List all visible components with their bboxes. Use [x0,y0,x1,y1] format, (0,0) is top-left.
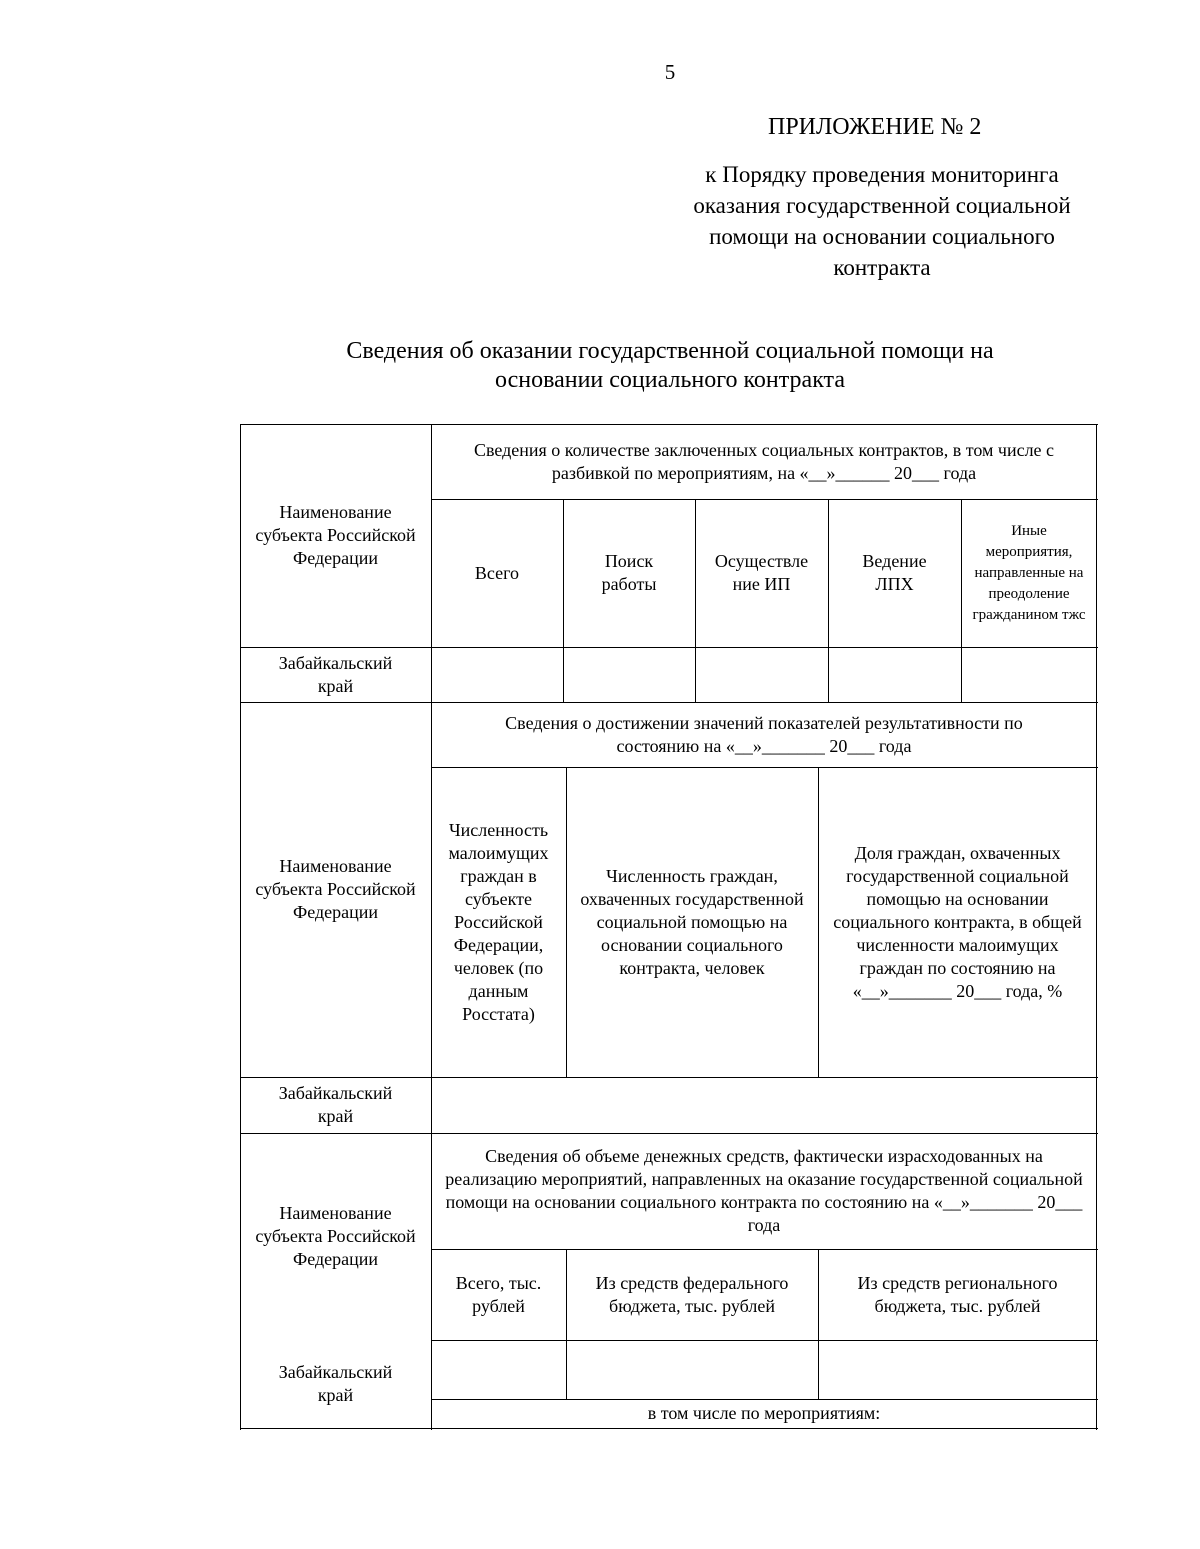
subject-name-label: Наименование субъекта Российской Федерации [255,502,416,568]
col-funds-federal: Из средств федерального бюджета, тыс. рублей [595,1272,789,1316]
appendix-subtitle: к Порядку проведения мониторинга оказания государственной социальной помощи на основании социального контракта [693,162,1071,280]
cell-funds-federal-value[interactable] [566,1340,818,1399]
region-row-1-label: Забайкальский край [278,652,393,696]
col-job-search: Поиск работы [601,551,657,594]
cell-lph-value[interactable] [828,647,961,702]
region-row-2-label: Забайкальский край [278,1083,393,1126]
monitoring-table [240,424,1098,1430]
section2-header: Сведения о достижении значений показателей результативности по состоянию на «__»_______ 20___ года [505,712,1023,756]
cell-covered-citizens-value[interactable] [566,1077,818,1133]
cell-total-value[interactable] [431,647,563,702]
cell-covered-share-value[interactable] [818,1077,1097,1133]
col-ip: Осуществле ние ИП [714,551,809,594]
appendix-title: ПРИЛОЖЕНИЕ № 2 [768,114,982,140]
col-other-measures: Иные мероприятия, направленные на преодоление гражданином тжс [972,522,1086,623]
section3-header: Сведения об объеме денежных средств, фактически израсходованных на реализацию мероприятий, направленных на оказание государственной социальной помощи на основании социального контракта по состоянию на «__»_______ 20___ года [445,1146,1083,1235]
subject-name-header-2: Наименование субъекта Российской Федерации [255,856,416,922]
document-title: Сведения об оказании государственной социальной помощи на основании социального контракта [346,338,994,393]
col-funds-total: Всего, тыс. рублей [455,1272,542,1316]
cell-poor-citizens-value[interactable] [431,1077,566,1133]
col-covered-share: Доля граждан, охваченных государственной социальной помощью на основании социального контракта, в общей численности малоимущих граждан по состоянию на «__»_______ 20___ года, % [833,842,1082,1001]
col-funds-regional: Из средств регионального бюджета, тыс. рублей [857,1272,1058,1316]
cell-other-value[interactable] [961,647,1097,702]
col-lph: Ведение ЛПХ [862,551,927,594]
measures-breakdown-note: в том числе по мероприятиям: [647,1403,881,1423]
col-total: Всего [474,562,520,583]
subject-name-header-3: Наименование субъекта Российской Федерации [255,1203,416,1269]
cell-funds-total-value[interactable] [431,1340,566,1399]
cell-funds-regional-value[interactable] [818,1340,1097,1399]
subject-name-header-1 [240,424,431,647]
section1-header: Сведения о количестве заключенных социальных контрактов, в том числе с разбивкой по мероприятиям, на «__»______ 20___ года [473,439,1055,483]
col-poor-citizens-count: Численность малоимущих граждан в субъекте Российской Федерации, человек (по данным Росстата) [448,819,549,1024]
region-row-3-label: Забайкальский край [278,1362,393,1405]
cell-ip-value[interactable] [695,647,828,702]
col-covered-citizens-count: Численность граждан, охваченных государственной социальной помощью на основании социального контракта, человек [580,865,804,978]
cell-job-search-value[interactable] [563,647,695,702]
page-number: 5 [664,60,676,84]
